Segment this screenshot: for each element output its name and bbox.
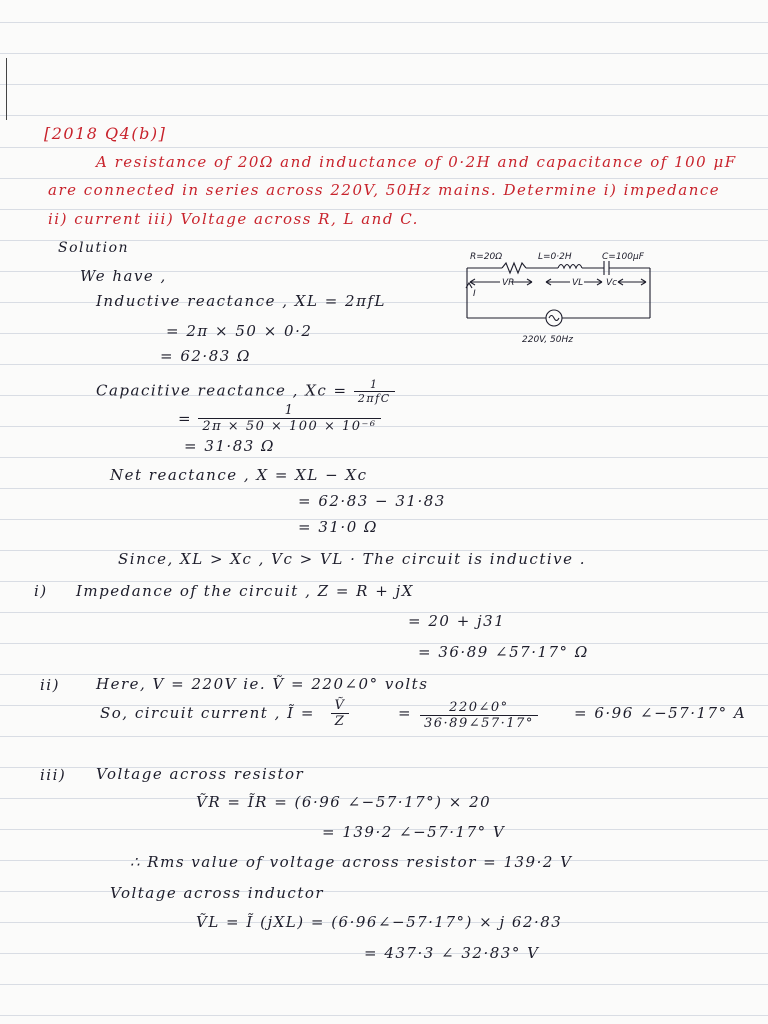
current-marker: ii): [40, 676, 60, 694]
net-reactance-formula: Net reactance , X = XL − Xc: [110, 466, 368, 484]
vl-label: VL: [572, 278, 584, 288]
impedance-step-2: = 36·89 ∠57·17° Ω: [418, 643, 589, 661]
since-statement: Since, XL > Xc , Vc > VL · The circuit is inductive .: [118, 550, 587, 568]
problem-line-1: A resistance of 20Ω and inductance of 0·2H and capacitance of 100 μF: [96, 153, 737, 171]
series-rlc-circuit-diagram: [462, 246, 682, 356]
source-label: 220V, 50Hz: [522, 335, 573, 345]
current-v-over-z: [326, 698, 354, 729]
page-edge-mark: [6, 58, 7, 120]
inductor-label: L=0·2H: [538, 252, 572, 262]
question-reference: [2018 Q4(b)]: [44, 124, 167, 143]
v-over-z-fraction: [331, 698, 350, 729]
net-step-1: = 62·83 − 31·83: [298, 492, 446, 510]
problem-line-3: ii) current iii) Voltage across R, L and C.: [48, 210, 419, 228]
current-division: [420, 700, 538, 731]
current-label: I: [473, 289, 476, 299]
we-have-text: We have ,: [80, 267, 167, 285]
vr-label: VR: [502, 278, 515, 288]
inductor-symbol: [558, 265, 582, 269]
resistor-voltage-heading: Voltage across resistor: [96, 765, 305, 783]
xc-result: = 31·83 Ω: [184, 437, 275, 455]
resistor-symbol: [502, 263, 526, 273]
current-fraction: [420, 700, 538, 731]
current-numerator: 220∠0°: [420, 700, 538, 716]
circuit-current-prefix: So, circuit current , Ĩ =: [100, 704, 315, 722]
xl-step-2: = 62·83 Ω: [160, 347, 251, 365]
xc-step-denominator: 2π × 50 × 100 × 10⁻⁶: [202, 419, 377, 434]
solution-title: Solution: [58, 240, 130, 256]
xc-step-numerator: 1: [198, 403, 380, 419]
current-equals: =: [398, 704, 413, 722]
impedance-formula: Impedance of the circuit , Z = R + jX: [76, 582, 414, 600]
net-step-2: = 31·0 Ω: [298, 518, 378, 536]
xc-denominator: 2πfC: [357, 392, 391, 405]
vc-label: Vc: [606, 278, 618, 288]
resistor-label: R=20Ω: [470, 252, 503, 262]
impedance-marker: i): [34, 582, 48, 600]
v-symbol: Ṽ: [331, 698, 350, 714]
inductor-voltage-eq-2: = 437·3 ∠ 32·83° V: [364, 944, 540, 962]
inductor-voltage-heading: Voltage across inductor: [110, 884, 325, 902]
impedance-step-1: = 20 + j31: [408, 612, 506, 630]
xc-formula-text: Capacitive reactance , Xc =: [96, 381, 348, 400]
xc-step-1: = $\frac{1}{\text{2π × 50 × 100 × 10⁻⁶}}$: [178, 403, 381, 434]
current-denominator: 36·89∠57·17°: [424, 716, 534, 731]
capacitor-label: C=100μF: [602, 252, 644, 262]
current-result: = 6·96 ∠−57·17° A: [574, 704, 747, 722]
problem-line-2: are connected in series across 220V, 50Hz mains. Determine i) impedance: [48, 181, 721, 199]
resistor-voltage-eq-1: ṼR = ĨR = (6·96 ∠−57·17°) × 20: [196, 793, 492, 811]
resistor-voltage-eq-2: = 139·2 ∠−57·17° V: [322, 823, 506, 841]
z-symbol: Z: [334, 714, 346, 729]
resistor-rms-voltage: ∴ Rms value of voltage across resistor = 139·2 V: [130, 853, 573, 871]
inductor-voltage-eq-1: ṼL = Ĩ (jXL) = (6·96∠−57·17°) × j 62·83: [196, 913, 563, 931]
xc-numerator: 1: [354, 378, 395, 392]
xl-step-1: = 2π × 50 × 0·2: [166, 322, 313, 340]
xc-fraction: [354, 378, 395, 405]
voltage-marker: iii): [40, 766, 67, 784]
xc-step-fraction: [198, 403, 380, 434]
supply-voltage-line: Here, V = 220V ie. Ṽ = 220∠0° volts: [96, 675, 429, 693]
capacitive-reactance-formula: [96, 378, 395, 405]
inductive-reactance-formula: Inductive reactance , XL = 2πfL: [96, 292, 386, 310]
